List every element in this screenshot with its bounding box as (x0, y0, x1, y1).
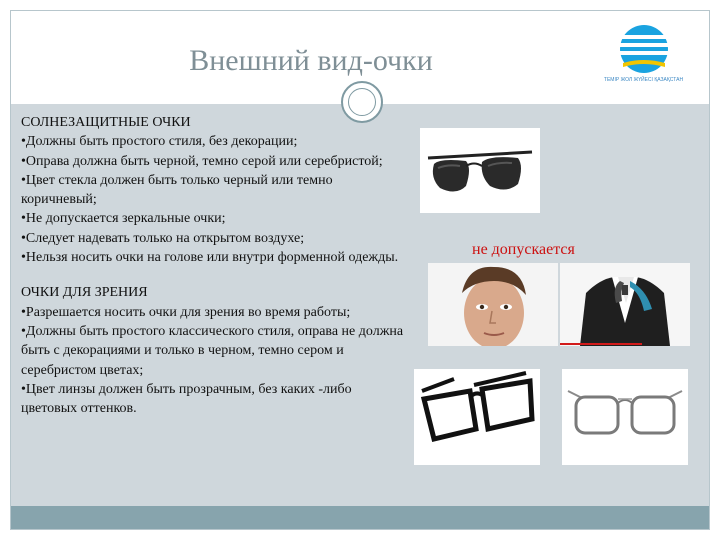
sunglasses-rule: •Не допускается зеркальные очки; (21, 211, 226, 227)
logo-caption: ТЕМІР ЖОЛ ЖҮЙЕСІ ҚАЗАҚСТАН (603, 77, 684, 83)
sunglasses-rule: •Цвет стекла должен быть только черный или темно коричневый; (21, 172, 333, 208)
bottom-bar (11, 506, 709, 529)
man-face-photo (428, 263, 558, 346)
vision-glasses-rule: •Цвет линзы должен быть прозрачным, без каких -либо цветовых оттенков. (21, 381, 352, 417)
vision-glasses-rule: •Должны быть простого классического стиля, оправа не должна быть с декорациями и только в черном, темно сером и серебристом цветах; (21, 323, 404, 378)
company-logo (599, 21, 689, 101)
vision-glasses-heading: ОЧКИ ДЛЯ ЗРЕНИЯ (21, 285, 148, 301)
body-text (21, 113, 406, 418)
red-underline (560, 343, 642, 345)
sunglasses-rule: •Следует надевать только на открытом воздухе; (21, 230, 305, 246)
paragraph-gap (21, 267, 406, 283)
circle-ornament-inner (348, 88, 376, 116)
vision-glasses-rule: •Разрешается носить очки для зрения во время работы; (21, 304, 351, 320)
silver-eyeglasses-image (562, 369, 688, 465)
not-allowed-label: не допускается (472, 241, 575, 258)
sunglasses-rule: •Нельзя носить очки на голове или внутри форменной одежды. (21, 250, 399, 266)
uniform-vest-photo (560, 263, 690, 346)
sunglasses-image (420, 128, 540, 213)
sunglasses-heading: СОЛНЕЗАЩИТНЫЕ ОЧКИ (21, 115, 191, 130)
sunglasses-rule: •Должны быть простого стиля, без декорации; (21, 134, 298, 150)
black-eyeglasses-image (414, 369, 540, 465)
slide-title: Внешний вид-очки (189, 44, 433, 77)
sunglasses-rule: •Оправа должна быть черной, темно серой или серебристой; (21, 153, 383, 169)
